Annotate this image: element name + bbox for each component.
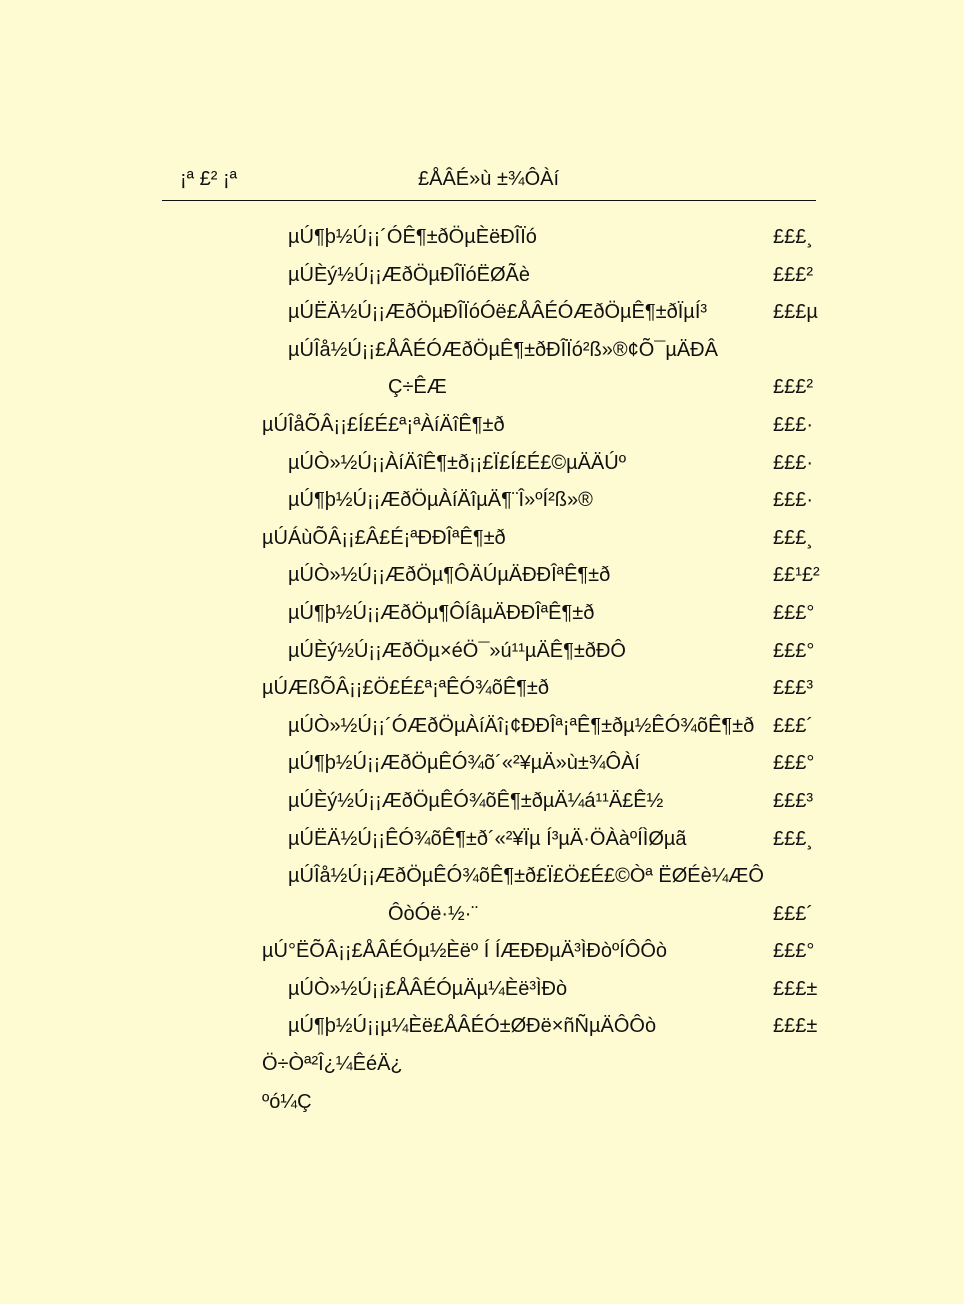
toc-entry-title: µÚËÄ½Ú¡¡ÆðÖµÐÎÏóÓë£ÅÂÉÓÆðÖµÊ¶±ðÏµÍ³ [288,301,708,324]
toc-entry-title: µÚ¶þ½Ú¡¡´ÓÊ¶±ðÖµÈëÐÎÏó [288,226,537,248]
toc-entry [0,596,964,634]
toc-entry [0,295,964,333]
toc-entry [0,558,964,596]
toc-entry [0,483,964,521]
toc-entry-page: £££¸ [773,226,814,248]
toc-entry-page: £££¸ [773,827,814,850]
toc-entry-title: µÚÈý½Ú¡¡ÆðÖµÐÎÏóËØÃè [288,263,530,286]
toc-entry-title: µÚËÄ½Ú¡¡ÊÓ¾õÊ¶±ð´«²¥Ïµ Í³µÄ·ÖÀàºÍÌØµã [288,827,687,850]
toc-entry [0,333,964,371]
toc-entry-page: £££² [773,376,814,399]
toc-entry [0,1009,964,1047]
toc-entry-title: µÚ¶þ½Ú¡¡ÆðÖµÊÓ¾õ´«²¥µÄ»ù±¾ÔÀí [288,752,640,775]
toc-entry-page: £££° [773,752,815,775]
running-header [162,166,816,201]
toc-entry [0,671,964,709]
toc-entry-title: µÚÒ»½Ú¡¡£ÅÂÉÓµÄµ¼Èë³ÌÐò [288,977,568,1000]
toc-entry [0,822,964,860]
toc-entry [0,784,964,822]
toc-entry-page: £££° [773,940,815,963]
toc-entry-page: ££¹£² [773,564,820,587]
toc-tail-entry [0,1085,964,1123]
toc-tail-title: Ö÷Òª²Î¿¼ÊéÄ¿ [262,1053,403,1076]
toc-entry-title: Ç÷ÊÆ [388,376,447,399]
header-book-title: £ÅÂÉ»ù ±¾ÔÀí [418,168,560,190]
toc-entry-title: ÔòÓë·½·¨ [388,902,479,925]
toc-entry-title: µÚÎåÕÂ¡¡£Í£É£ª¡ªÀíÄîÊ¶±ð [262,413,505,436]
toc-entry [0,634,964,672]
toc-entry-title: µÚÒ»½Ú¡¡´ÓÆðÖµÀíÄî¡¢ÐÐÎª¡ªÊ¶±ðµ½ÊÓ¾õÊ¶±ð [288,714,755,737]
toc-entry-title: µÚÈý½Ú¡¡ÆðÖµÊÓ¾õÊ¶±ðµÄ¼á¹¹Ä£Ê½ [288,789,664,812]
toc-entry [0,709,964,747]
toc-entry [0,370,964,408]
toc-entry-title: µÚÎå½Ú¡¡ÆðÖµÊÓ¾õÊ¶±ð£Ï£Ö£É£©Òª ËØÉè¼ÆÔ [288,865,764,888]
toc-entry [0,521,964,559]
toc-entry-page: £££³ [773,789,814,812]
toc-entry [0,934,964,972]
toc-entry-page: £££· [773,451,814,474]
toc-entry-page: £££· [773,489,814,512]
toc-entry-page: £££² [773,263,814,286]
toc-entry [0,258,964,296]
toc-entry [0,746,964,784]
toc-entry-title: µÚ¶þ½Ú¡¡µ¼Èë£ÅÂÉÓ±ØÐë×ñÑµÄÔÔò [288,1015,657,1038]
toc-entry-page: £££µ [773,301,818,324]
toc-entry-page: £££´ [773,902,814,925]
toc-entry-title: µÚÁùÕÂ¡¡£Â£É¡ªÐÐÎªÊ¶±ð [262,526,506,549]
toc-entry-page: £££° [773,639,815,662]
toc-entry [0,408,964,446]
toc-tail-entry [0,1047,964,1085]
toc-entry-page: £££± [773,1015,818,1038]
toc-entry-page: £££· [773,413,814,436]
toc-entry [0,859,964,897]
toc-entry [0,220,964,258]
toc-entry [0,446,964,484]
toc-entry-title: µÚ¶þ½Ú¡¡ÆðÖµÀíÄîµÄ¶¨Î»ºÍ²ß»® [288,489,593,512]
toc-entry-page: £££³ [773,677,814,700]
toc-tail-title: ºó¼Ç [262,1090,312,1113]
toc-entry [0,972,964,1010]
toc-entry-title: µÚÒ»½Ú¡¡ÀíÄîÊ¶±ð¡¡£Ï£Í£É£©µÄÄÚº [288,451,627,474]
toc-entry-title: µÚÆßÕÂ¡¡£Ö£É£ª¡ªÊÓ¾õÊ¶±ð [262,677,550,700]
toc-entry [0,897,964,935]
toc-entry-page: £££¸ [773,526,814,549]
toc-entry-title: µÚ¶þ½Ú¡¡ÆðÖµ¶ÔÍâµÄÐÐÎªÊ¶±ð [288,601,595,624]
table-of-contents [0,220,964,1122]
toc-entry-page: £££´ [773,714,814,737]
toc-entry-title: µÚ°ËÕÂ¡¡£ÅÂÉÓµ½Èëº Í ÍÆÐÐµÄ³ÌÐòºÍÔÔò [262,940,668,963]
toc-entry-title: µÚÈý½Ú¡¡ÆðÖµ×éÖ¯»ú¹¹µÄÊ¶±ðÐÔ [288,639,626,662]
toc-entry-title: µÚÒ»½Ú¡¡ÆðÖµ¶ÔÄÚµÄÐÐÎªÊ¶±ð [288,564,611,587]
toc-entry-page: £££° [773,601,815,624]
header-page-number: ¡ª £² ¡ª [180,168,238,190]
toc-entry-page: £££± [773,977,818,1000]
toc-entry-title: µÚÎå½Ú¡¡£ÅÂÉÓÆðÖµÊ¶±ðÐÎÏó²ß»®¢Õ¯µÄÐÂ [288,338,718,361]
